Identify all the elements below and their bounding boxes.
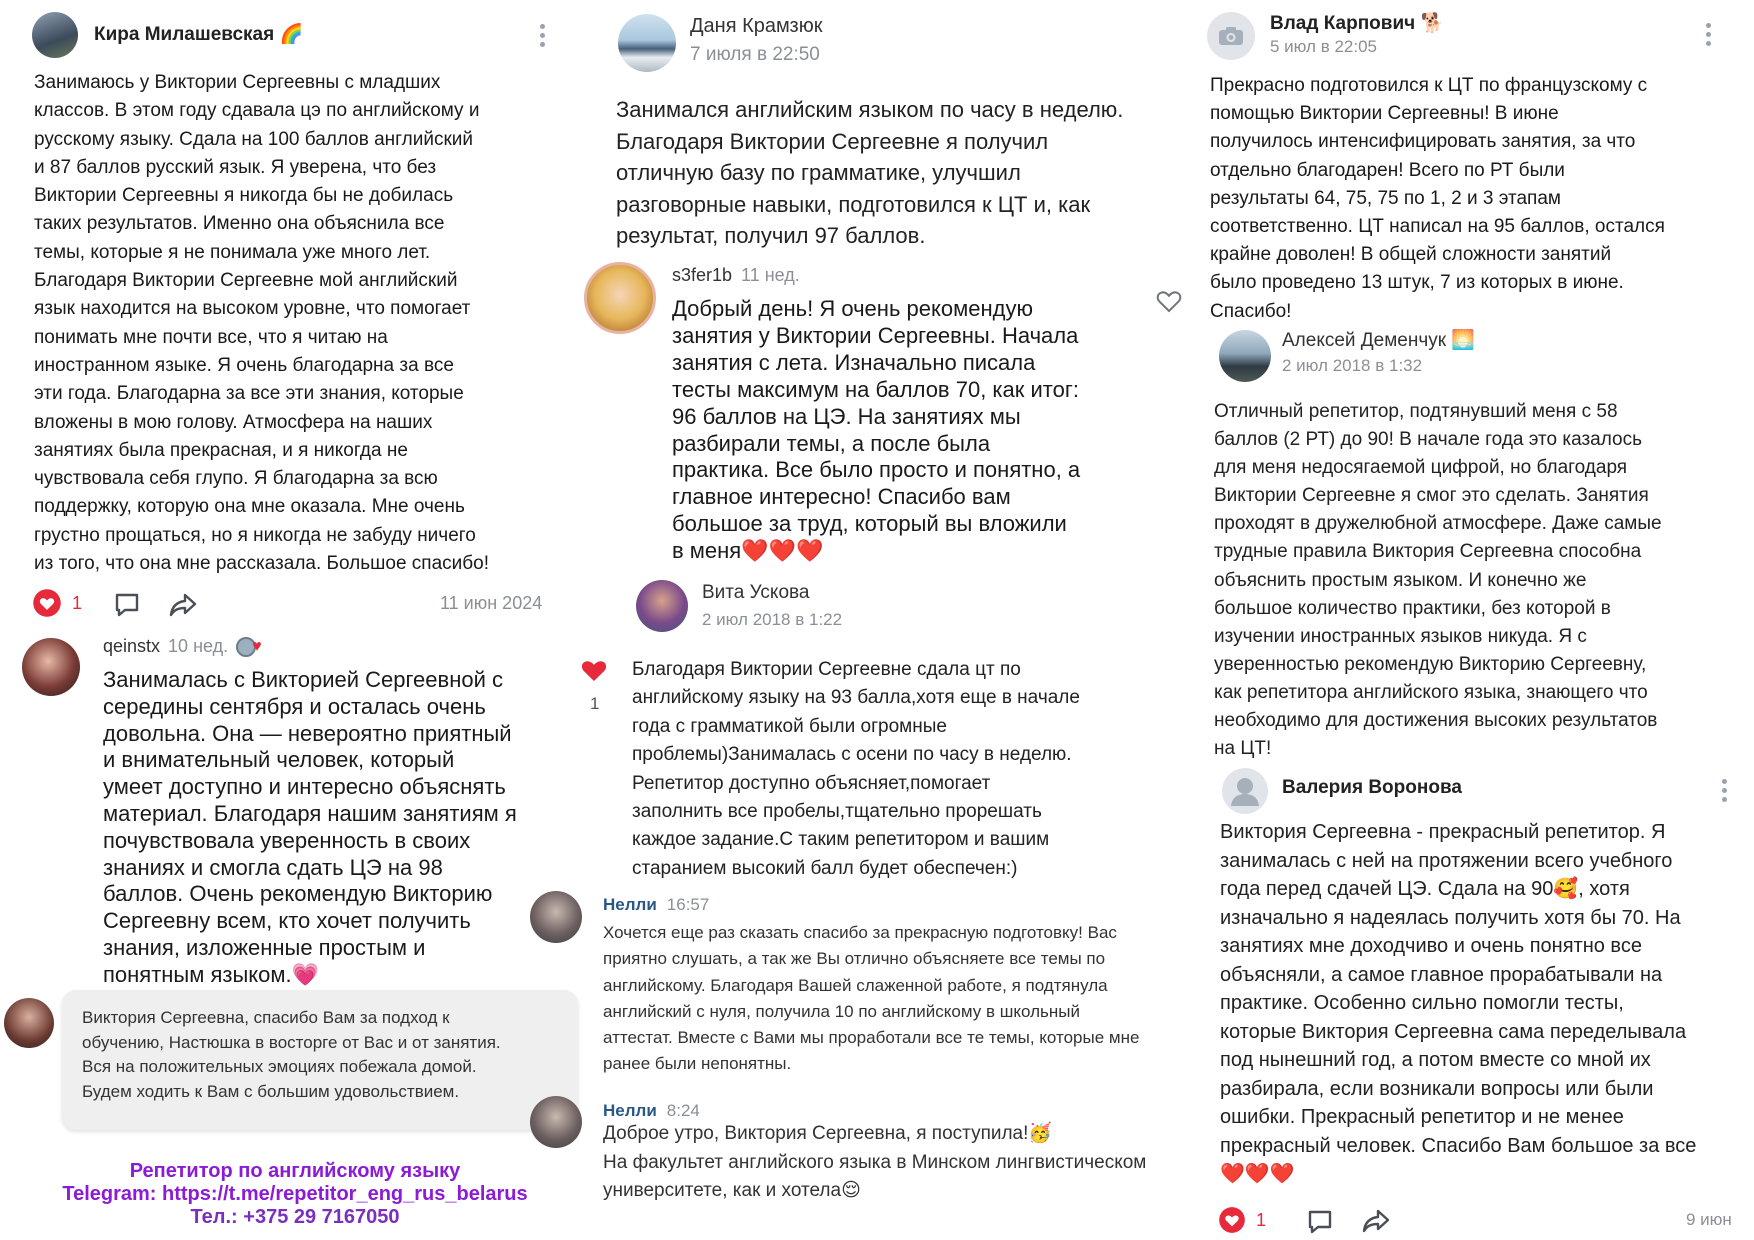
comment-text-body: Добрый день! Я очень рекомендую занятия у Виктории Сергеевны. Начала занятия с лета. Изначально писала тесты максимум на баллов 70, как итог: 96 баллов на ЦЭ. На занятиях мы разбирали темы, а после была практика. Все было просто и понятно, а главное интересно! Спасибо вам большое за труд, который вы вложили в меня xyxy=(672,296,1081,564)
author-name-text: Алексей Деменчук xyxy=(1282,330,1447,351)
avatar-vita[interactable] xyxy=(636,580,688,632)
author-name-text: Влад Карпович xyxy=(1270,13,1416,34)
author-name[interactable]: Даня Крамзюк xyxy=(690,15,823,37)
like-count: 1 xyxy=(72,592,83,613)
post-date: 5 июл в 22:05 xyxy=(1270,37,1377,56)
avatar-nelli[interactable] xyxy=(530,1096,582,1148)
comment-time: 11 нед. xyxy=(741,265,800,285)
message-line-2: На факультет английского языка в Минском лингвистическом xyxy=(603,1151,1147,1173)
comment-text xyxy=(103,667,583,989)
avatar-kira[interactable] xyxy=(32,12,78,58)
like-count: 1 xyxy=(590,694,600,713)
message-header xyxy=(603,1101,700,1121)
post-text xyxy=(1220,818,1754,1189)
more-options-icon[interactable] xyxy=(1722,779,1728,802)
avatar-placeholder[interactable] xyxy=(1222,768,1268,814)
dog-emoji: 🐕 xyxy=(1420,13,1445,34)
footer-telegram[interactable]: Telegram: https://t.me/repetitor_eng_rus_belarus xyxy=(62,1183,528,1205)
message-text: Хочется еще раз сказать спасибо за прекрасную подготовку! Вас приятно слушать, а так же Вы отлично объясняете все темы по английскому. Благодаря Вашей слаженной работе, я подтянула английский с нуля, получила 10 по английскому в школьный аттестат. Вместе с Вами мы проработали все те темы, которые мне ранее были непонятны. xyxy=(603,923,1140,1074)
author-name[interactable]: s3fer1b xyxy=(672,265,733,285)
red-hearts-emoji: ❤️❤️❤️ xyxy=(1220,1163,1295,1185)
post-text: Отличный репетитор, подтянувший меня с 58 баллов (2 РТ) до 90! В начале года это казалось для меня недосягаемой цифрой, но благодаря Виктории Сергеевне я смог это сделать. Занятия проходят в дружелюбной атмосфере. Даже самые трудные правила Виктория Сергеевна способна объяснить простым языком. И конечно же большое количество практики, без которой в изучении иностранных языков никуда. Я с уверенностью рекомендую Викторию Сергеевну, как репетитора английского языка, знающего что необходимо для достижения высоких результатов на ЦТ! xyxy=(1214,401,1662,760)
party-emoji: 🥳 xyxy=(1028,1123,1053,1144)
like-button[interactable] xyxy=(32,589,82,617)
avatar-sender[interactable] xyxy=(4,998,54,1048)
comment-time: 10 нед. xyxy=(168,636,229,656)
smiling-hearts-emoji: 🥰 xyxy=(1553,878,1579,900)
red-hearts-emoji: ❤️❤️❤️ xyxy=(741,538,824,564)
more-options-icon[interactable] xyxy=(1706,23,1712,46)
post-text-part-2: , хотя xyxy=(1578,878,1630,900)
like-count: 1 xyxy=(1256,1209,1267,1230)
rainbow-emoji: 🌈 xyxy=(279,24,304,45)
relieved-emoji: 😌 xyxy=(841,1180,861,1201)
user-silhouette-icon xyxy=(1222,768,1268,814)
post-text: Прекрасно подготовился к ЦТ по французскому с помощью Виктории Сергеевны! В июне получилось интенсифицировать занятия, за что отдельно благодарен! Всего по РТ были результаты 64, 75, 75 по 1, 2 и 3 этапам соответственно. ЦТ написал на 95 баллов, остался крайне доволен! В общей сложности занятий было проведено 13 штук, 7 из которых в июне. Спасибо! xyxy=(1210,75,1665,322)
avatar-aleksey[interactable] xyxy=(1219,330,1271,382)
comment-icon[interactable] xyxy=(113,591,141,619)
post-date: 7 июля в 22:50 xyxy=(690,44,820,65)
post-text: Занимался английским языком по часу в неделю. Благодаря Виктории Сергеевне я получил отличную базу по грамматике, улучшил разговорные навыки, подготовился к ЦТ и, как результат, получил 97 баллов. xyxy=(616,97,1124,249)
post-date: 2 июл 2018 в 1:32 xyxy=(1282,356,1423,375)
heart-filled-icon xyxy=(1218,1207,1246,1233)
avatar-danya[interactable] xyxy=(618,14,676,72)
footer-phone[interactable]: Тел.: +375 29 7167050 xyxy=(190,1206,400,1228)
comment-text-body: Занималась с Викторией Сергеевной с середины сентября и осталась очень довольна. Она — невероятно приятный и внимательный человек, который умеет доступно и интересно объяснять материал. Благодаря нашим занятиям я почувствовала уверенность в своих знаниях и смогла сдать ЦЭ на 98 баллов. Очень рекомендую Викторию Сергеевну всем, кто хочет получить знания, изложенные простым и понятным языком. xyxy=(103,667,517,987)
author-name[interactable] xyxy=(94,22,303,46)
post-date: 2 июл 2018 в 1:22 xyxy=(702,610,843,629)
author-name-text: Кира Милашевская xyxy=(94,24,275,45)
message-text xyxy=(603,1120,1223,1206)
avatar-qeinstx[interactable] xyxy=(22,638,80,696)
comment-header xyxy=(103,636,262,657)
post-text-part-3: изначально я надеялась получить хотя бы 70. На занятиях мне доходчиво и очень понятно все объясняли, а самое главное прорабатывали на практике. Особенно сильно помогли тесты, которые Виктория Сергеевна сама переделывала под нынешний год, а потом вместе со мной их разбирала, если возникали вопросы или были ошибки. Прекрасный репетитор и не менее прекрасный человек. Спасибо Вам большое за все xyxy=(1220,906,1697,1157)
post-date: 11 июн 2024 xyxy=(440,593,543,613)
comment-icon[interactable] xyxy=(1306,1208,1334,1236)
share-icon[interactable] xyxy=(167,591,199,619)
message-bubble xyxy=(62,990,578,1130)
author-badge-icon: ♥ xyxy=(236,637,262,657)
sunset-emoji: 🌅 xyxy=(1451,330,1476,351)
avatar-placeholder[interactable] xyxy=(1207,12,1255,60)
footer-title: Репетитор по английскому языку xyxy=(129,1160,461,1182)
heart-outline-icon[interactable] xyxy=(1155,288,1183,314)
author-name[interactable] xyxy=(1282,328,1475,352)
post-text-part-1: Виктория Сергеевна - прекрасный репетитор. Я занималась с ней на протяжении всего учебного года перед сдачей ЦЭ. Сдала на 90 xyxy=(1220,821,1673,900)
author-name[interactable]: qeinstx xyxy=(103,636,161,656)
author-name[interactable]: Валерия Воронова xyxy=(1282,777,1462,798)
avatar-nelli[interactable] xyxy=(530,891,582,943)
more-options-icon[interactable] xyxy=(540,24,546,47)
sender-name[interactable]: Нелли xyxy=(603,895,657,914)
avatar-s3fer1b[interactable] xyxy=(584,262,656,334)
share-icon[interactable] xyxy=(1360,1207,1392,1235)
post-text: Благодаря Виктории Сергеевне сдала цт по английскому языку на 93 балла,хотя еще в начале года с грамматикой были огромные проблемы)Занималась с осени по часу в неделю. Репетитор доступно объясняет,помогает заполнить все пробелы,тщательно прорешать каждое задание.С таким репетитором и вашим старанием высокий балл будет обеспечен:) xyxy=(632,659,1080,879)
heart-filled-icon xyxy=(32,589,62,617)
pink-heart-emoji: 💗 xyxy=(291,961,320,987)
author-name[interactable] xyxy=(1270,11,1444,35)
message-time: 8:24 xyxy=(666,1101,700,1120)
sender-name[interactable]: Нелли xyxy=(603,1101,657,1120)
heart-filled-icon[interactable] xyxy=(580,659,608,683)
message-line-1: Доброе утро, Виктория Сергеевна, я поступила! xyxy=(603,1123,1029,1144)
like-button[interactable] xyxy=(1218,1207,1266,1233)
post-date: 9 июн xyxy=(1686,1210,1732,1229)
comment-text xyxy=(672,296,1142,565)
message-line-3: университете, как и хотела xyxy=(603,1180,842,1201)
message-header xyxy=(603,895,709,915)
message-time: 16:57 xyxy=(666,895,710,914)
author-name[interactable]: Вита Ускова xyxy=(702,582,810,603)
message-text: Виктория Сергеевна, спасибо Вам за подход к обучению, Настюшка в восторге от Вас и от занятия. Вся на положительных эмоциях побежала домой. Будем ходить к Вам с большим удовольствием. xyxy=(82,1008,501,1101)
post-text: Занимаюсь у Виктории Сергеевны с младших классов. В этом году сдавала цэ по английскому и русскому языку. Сдала на 100 баллов английский и 87 баллов русский язык. Я уверена, что без Виктории Сергеевны я никогда бы не добилась таких результатов. Именно она объяснила все темы, которые я не понимала уже много лет. Благодаря Виктории Сергеевне мой английский язык находится на высоком уровне, что помогает понимать мне почти все, что я читаю на иностранном языке. Я очень благодарна за все эти года. Благодарна за все эти знания, которые вложены в мою голову. Атмосфера на наших занятиях была прекрасная, и я никогда не чувствовала себя глупо. Я благодарна за всю поддержку, которую она мне оказала. Мне очень грустно прощаться, но я никогда не забуду ничего из того, что она мне рассказала. Большое спасибо! xyxy=(34,72,489,575)
camera-icon xyxy=(1218,26,1244,46)
comment-header xyxy=(672,265,800,286)
